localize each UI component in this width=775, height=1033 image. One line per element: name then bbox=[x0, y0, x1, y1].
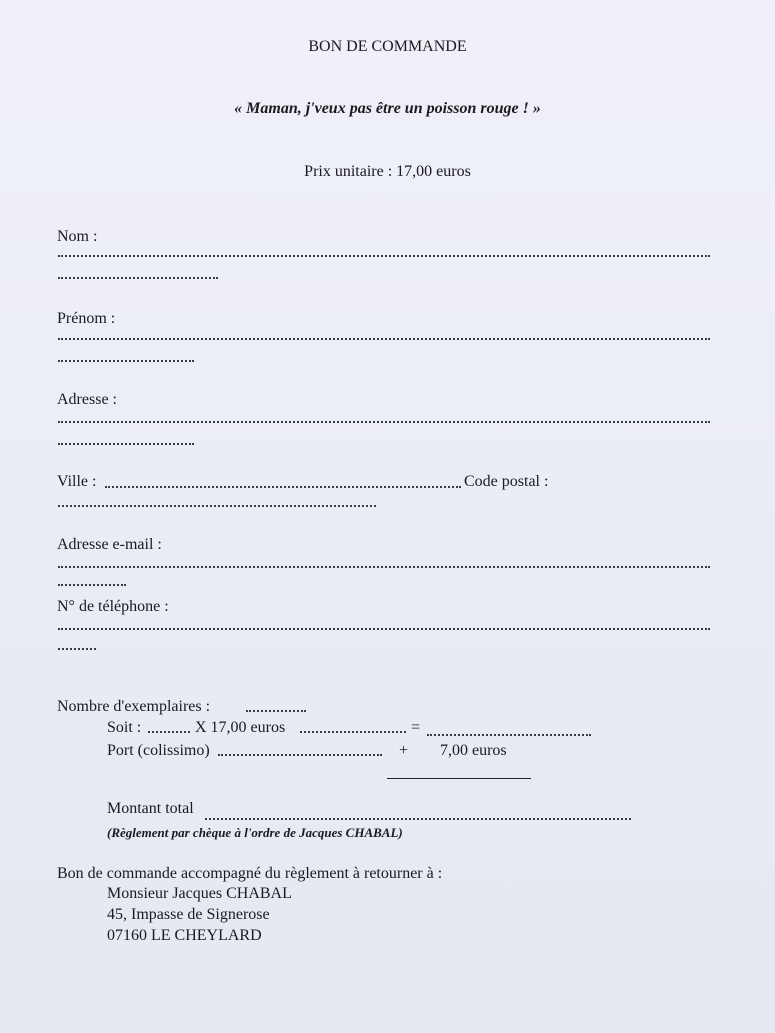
telephone-label: N° de téléphone : bbox=[57, 598, 169, 615]
total-line[interactable] bbox=[205, 818, 631, 820]
return-street: 45, Impasse de Signerose bbox=[107, 906, 270, 923]
payment-note: (Règlement par chèque à l'ordre de Jacques CHABAL) bbox=[107, 825, 403, 840]
shipping-label: Port (colissimo) bbox=[107, 742, 210, 759]
equals-sign: = bbox=[411, 719, 421, 736]
email-line-1[interactable] bbox=[58, 566, 710, 568]
email-line-2[interactable] bbox=[58, 584, 126, 586]
quantity-line[interactable] bbox=[246, 710, 306, 712]
sum-rule bbox=[387, 778, 531, 779]
form-title: BON DE COMMANDE bbox=[308, 38, 467, 55]
prenom-line-1[interactable] bbox=[58, 338, 710, 340]
return-instruction: Bon de commande accompagné du règlement à retourner à : bbox=[57, 865, 443, 882]
prenom-label: Prénom : bbox=[57, 310, 116, 327]
book-title: « Maman, j'veux pas être un poisson rouge ! » bbox=[234, 100, 541, 117]
soit-quantity-line[interactable] bbox=[148, 731, 190, 733]
adresse-label: Adresse : bbox=[57, 391, 117, 408]
code-postal-label: Code postal : bbox=[464, 473, 549, 490]
unit-price: Prix unitaire : 17,00 euros bbox=[304, 163, 471, 180]
soit-label: Soit : bbox=[107, 719, 142, 736]
adresse-line-1[interactable] bbox=[58, 421, 710, 423]
shipping-amount: 7,00 euros bbox=[440, 742, 507, 759]
return-name: Monsieur Jacques CHABAL bbox=[107, 885, 292, 902]
shipping-dots bbox=[218, 754, 382, 756]
ville-line[interactable] bbox=[105, 486, 461, 488]
nom-line-2[interactable] bbox=[58, 277, 218, 279]
subtotal-result-line[interactable] bbox=[427, 734, 591, 736]
code-postal-line[interactable] bbox=[58, 505, 376, 507]
email-label: Adresse e-mail : bbox=[57, 536, 162, 553]
plus-sign: + bbox=[399, 742, 409, 759]
prenom-line-2[interactable] bbox=[58, 360, 194, 362]
telephone-line-1[interactable] bbox=[58, 628, 710, 630]
telephone-line-2[interactable] bbox=[58, 648, 96, 650]
nom-label: Nom : bbox=[57, 228, 98, 245]
nom-line-1[interactable] bbox=[58, 255, 710, 257]
return-city: 07160 LE CHEYLARD bbox=[107, 927, 262, 944]
adresse-line-2[interactable] bbox=[58, 443, 194, 445]
ville-label: Ville : bbox=[57, 473, 97, 490]
total-label: Montant total bbox=[107, 800, 194, 817]
multiplier-text: X 17,00 euros bbox=[195, 719, 286, 736]
quantity-label: Nombre d'exemplaires : bbox=[57, 698, 211, 715]
subtotal-line[interactable] bbox=[300, 731, 406, 733]
